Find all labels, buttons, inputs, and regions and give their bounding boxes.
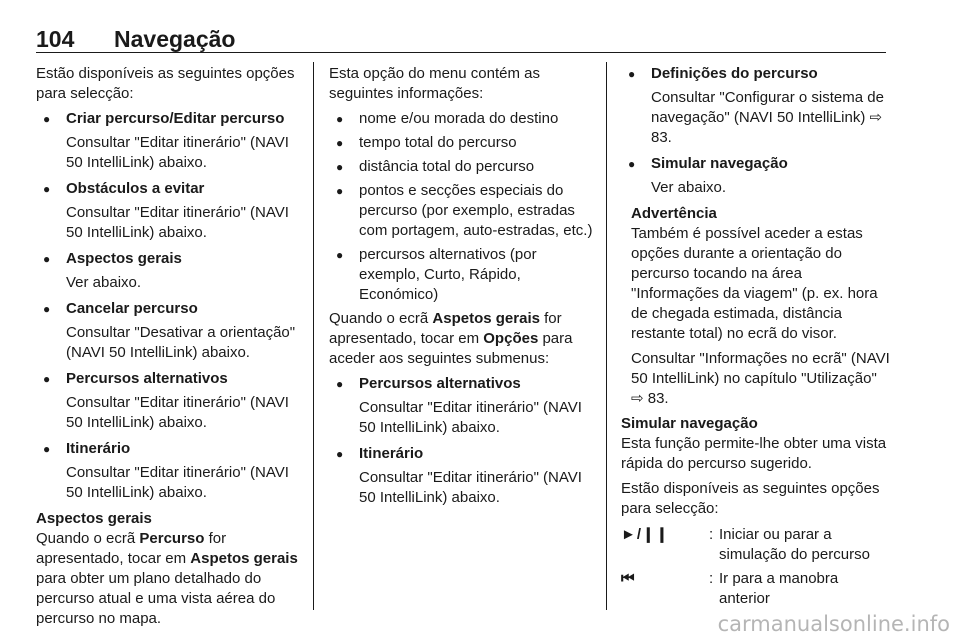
ui-term: Opções <box>483 330 539 347</box>
option-text: Ver abaixo. <box>66 274 142 291</box>
option-item <box>36 109 308 173</box>
text-run: for apresentado, tocar em <box>329 310 562 347</box>
text-run: Quando o ecrã <box>329 310 433 327</box>
key-colon: : <box>709 570 714 587</box>
option-text: Consultar "Editar itinerário" (NAVI 50 IntelliLink) abaixo. <box>66 134 289 171</box>
ui-term: Aspetos gerais <box>190 550 298 567</box>
column-divider-2 <box>606 62 607 610</box>
option-text: Consultar "Editar itinerário" (NAVI 50 IntelliLink) abaixo. <box>66 464 289 501</box>
key-table <box>621 525 891 609</box>
info-bullet: ● tempo total do percurso <box>329 133 593 153</box>
key-colon: : <box>709 526 714 543</box>
text-run: Quando o ecrã <box>36 530 140 547</box>
option-item <box>36 369 308 433</box>
text-run: para obter um plano detalhado do percurso atual e uma vista aérea do percurso no mapa. <box>36 570 276 627</box>
option-item <box>36 249 308 293</box>
key-description: Ir para a manobra anterior <box>719 570 839 607</box>
option-item <box>36 179 308 243</box>
text-run: para aceder aos seguintes submenus: <box>329 330 573 367</box>
column-2 <box>329 64 593 514</box>
section-heading: Aspectos gerais <box>36 510 152 527</box>
note-box <box>621 204 891 409</box>
watermark: carmanualsonline.info <box>717 612 950 636</box>
note-text: Também é possível aceder a estas opções durante a orientação do percurso tocando na área "Informações da viagem" (p. ex. hora de chegada estimada, distância restante total) no ecrã do visor. <box>631 225 878 342</box>
intro-text: Estão disponíveis as seguintes opções para selecção: <box>621 480 880 517</box>
note-heading: Advertência <box>631 205 717 222</box>
submenu-title: ● Itinerário <box>329 444 593 464</box>
option-title: ● Percursos alternativos <box>36 369 308 389</box>
section-text: Esta função permite-lhe obter uma vista rápida do percurso sugerido. <box>621 435 887 472</box>
option-text: Consultar "Desativar a orientação" (NAVI 50 IntelliLink) abaixo. <box>66 324 296 361</box>
option-title: ● Criar percurso/Editar percurso <box>36 109 308 129</box>
page-number: 104 <box>36 26 75 52</box>
text-run: for apresentado, tocar em <box>36 530 227 567</box>
option-title: ● Itinerário <box>36 439 308 459</box>
intro-text: Esta opção do menu contém as seguintes informações: <box>329 65 540 102</box>
option-title: ● Definições do percurso <box>621 64 891 84</box>
key-row <box>621 525 891 565</box>
skip-back-icon: ⏮ <box>621 570 636 587</box>
ui-term: Percurso <box>139 530 205 547</box>
info-bullet: ● distância total do percurso <box>329 157 593 177</box>
option-item <box>36 439 308 503</box>
submenu-text: Consultar "Editar itinerário" (NAVI 50 IntelliLink) abaixo. <box>359 399 582 436</box>
key-row <box>621 569 891 609</box>
option-item <box>621 154 891 198</box>
note-text: Consultar "Informações no ecrã" (NAVI 50 IntelliLink) no capítulo "Utilização" ⇨ 83. <box>631 350 890 407</box>
column-1 <box>36 64 308 634</box>
info-bullet: ● nome e/ou morada do destino <box>329 109 593 129</box>
submenu-item <box>329 444 593 508</box>
option-text: Consultar "Configurar o sistema de navegação" (NAVI 50 IntelliLink) ⇨ 83. <box>651 89 884 146</box>
option-text: Ver abaixo. <box>651 179 727 196</box>
info-bullet: ● percursos alternativos (por exemplo, Curto, Rápido, Económico) <box>329 245 593 305</box>
submenu-title: ● Percursos alternativos <box>329 374 593 394</box>
option-title: ● Aspectos gerais <box>36 249 308 269</box>
option-text: Consultar "Editar itinerário" (NAVI 50 IntelliLink) abaixo. <box>66 394 289 431</box>
column-3 <box>621 64 891 613</box>
play-pause-icon: ►/❙❙ <box>621 526 670 543</box>
info-bullet: ● pontos e secções especiais do percurso (por exemplo, estradas com portagem, auto-estradas, etc.) <box>329 181 593 241</box>
intro-text: Estão disponíveis as seguintes opções para selecção: <box>36 65 295 102</box>
ui-term: Aspetos gerais <box>432 310 540 327</box>
option-title: ● Cancelar percurso <box>36 299 308 319</box>
option-text: Consultar "Editar itinerário" (NAVI 50 IntelliLink) abaixo. <box>66 204 289 241</box>
section-heading: Simular navegação <box>621 415 758 432</box>
option-item <box>36 299 308 363</box>
submenu-text: Consultar "Editar itinerário" (NAVI 50 IntelliLink) abaixo. <box>359 469 582 506</box>
option-item <box>621 64 891 148</box>
option-title: ● Obstáculos a evitar <box>36 179 308 199</box>
page-title: Navegação <box>114 26 236 52</box>
submenu-item <box>329 374 593 438</box>
submenu-intro <box>329 309 593 369</box>
key-description: Iniciar ou parar a simulação do percurso <box>719 526 870 563</box>
header-divider <box>36 52 886 53</box>
section-text <box>36 529 308 629</box>
option-title: ● Simular navegação <box>621 154 891 174</box>
column-divider-1 <box>313 62 314 610</box>
